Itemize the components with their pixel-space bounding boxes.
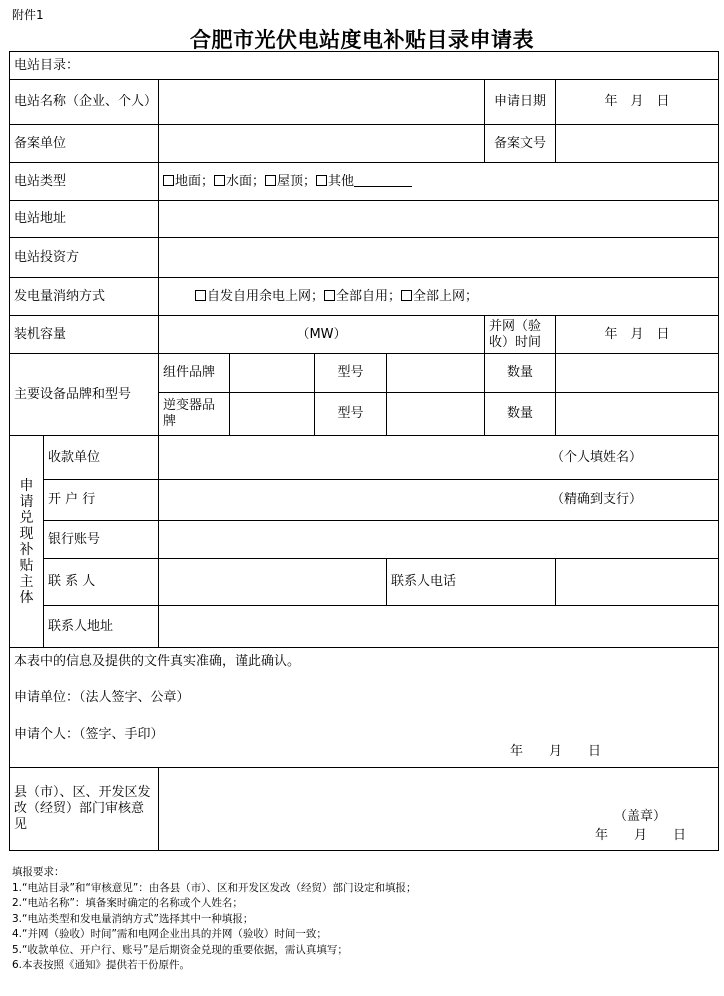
annex-label: 附件1 — [12, 8, 44, 22]
module-brand-label: 组件品牌 — [159, 354, 230, 393]
station-address-input[interactable] — [159, 201, 719, 238]
station-type-options — [159, 163, 719, 201]
filing-doc-label: 备案文号 — [485, 125, 556, 163]
checkbox-ground[interactable] — [163, 175, 174, 186]
station-address-label: 电站地址 — [10, 201, 159, 238]
option-self-use-surplus: 自发自用余电上网； — [207, 288, 325, 304]
applicant-person-sign: 申请个人：（签字、手印） — [14, 727, 164, 742]
note-item: 5.“收款单位、开户行、账号”是后期资金兑现的重要依据，需认真填写； — [12, 943, 348, 956]
payee-input[interactable]: （个人填姓名） — [159, 436, 719, 480]
station-type-label: 电站类型 — [10, 163, 159, 201]
module-model-label: 型号 — [315, 354, 387, 393]
note-item: 1.“电站目录”和“审核意见”：由各县（市）、区和开发区发改（经贸）部门设定和填报； — [12, 881, 417, 894]
option-roof: 屋顶； — [277, 173, 317, 189]
seal-label: （盖章） — [614, 809, 667, 824]
note-item: 3.“电站类型和发电量消纳方式”选择其中一种填报； — [12, 912, 254, 925]
option-other: 其他 — [328, 173, 355, 189]
review-date: 年 月 日 — [595, 828, 687, 843]
apply-date-label: 申请日期 — [485, 80, 556, 125]
consumption-label: 发电量消纳方式 — [10, 278, 159, 316]
declaration-text: 本表中的信息及提供的文件真实准确，谨此确认。 — [14, 654, 301, 669]
note-item: 2.“电站名称”：填备案时确定的名称或个人姓名； — [12, 897, 243, 909]
checkbox-self-use-surplus[interactable] — [195, 290, 206, 301]
payee-label: 收款单位 — [44, 436, 159, 480]
option-full-grid: 全部上网； — [413, 288, 479, 304]
module-quantity-label: 数量 — [485, 354, 556, 393]
contact-label: 联 系 人 — [44, 559, 159, 606]
inverter-brand-input[interactable] — [230, 393, 315, 436]
equipment-label: 主要设备品牌和型号 — [10, 354, 159, 436]
module-brand-input[interactable] — [230, 354, 315, 393]
inverter-model-label: 型号 — [315, 393, 387, 436]
option-full-self-use: 全部自用； — [336, 288, 402, 304]
declaration-cell — [10, 648, 719, 768]
option-ground: 地面； — [175, 173, 215, 189]
checkbox-full-self-use[interactable] — [324, 290, 335, 301]
application-form — [9, 51, 719, 851]
investor-label: 电站投资方 — [10, 238, 159, 278]
contact-address-input[interactable] — [159, 606, 719, 648]
review-label: 县（市）、区、开发区发改（经贸）部门审核意见 — [10, 768, 159, 851]
review-cell[interactable] — [159, 768, 719, 851]
option-water: 水面； — [226, 173, 266, 189]
module-quantity-input[interactable] — [556, 354, 719, 393]
module-model-input[interactable] — [387, 354, 485, 393]
contact-phone-input[interactable] — [556, 559, 719, 606]
filing-doc-input[interactable] — [556, 125, 719, 163]
checkbox-roof[interactable] — [265, 175, 276, 186]
inverter-quantity-input[interactable] — [556, 393, 719, 436]
contact-input[interactable] — [159, 559, 387, 606]
station-name-input[interactable] — [159, 80, 485, 125]
investor-input[interactable] — [159, 238, 719, 278]
apply-date-field[interactable]: 年 月 日 — [556, 80, 719, 125]
inverter-brand-label: 逆变器品牌 — [159, 393, 230, 436]
grid-time-field[interactable]: 年 月 日 — [556, 316, 719, 354]
note-item: 4.“并网（验收）时间”需和电网企业出具的并网（验收）时间一致； — [12, 928, 327, 940]
contact-address-label: 联系人地址 — [44, 606, 159, 648]
checkbox-water[interactable] — [214, 175, 225, 186]
bank-label: 开 户 行 — [44, 480, 159, 521]
note-item: 6.本表按照《通知》提供若干份原件。 — [12, 959, 191, 971]
contact-phone-label: 联系人电话 — [387, 559, 556, 606]
capacity-input[interactable]: （MW） — [159, 316, 485, 354]
other-blank-line[interactable] — [354, 174, 412, 187]
checkbox-full-grid[interactable] — [401, 290, 412, 301]
checkbox-other[interactable] — [316, 175, 327, 186]
notes-heading: 填报要求： — [12, 866, 65, 878]
subject-label-text: 申请兑现补贴主体 — [19, 477, 34, 606]
declaration-date: 年 月 日 — [510, 744, 602, 759]
account-input[interactable] — [159, 521, 719, 559]
filing-unit-input[interactable] — [159, 125, 485, 163]
grid-time-label: 并网（验收）时间 — [485, 316, 556, 354]
filing-unit-label: 备案单位 — [10, 125, 159, 163]
consumption-options — [159, 278, 719, 316]
form-title: 合肥市光伏电站度电补贴目录申请表 — [190, 27, 534, 52]
bank-input[interactable]: （精确到支行） — [159, 480, 719, 521]
applicant-unit-sign: 申请单位：（法人签字、公章） — [14, 690, 190, 705]
filling-notes — [12, 865, 417, 974]
capacity-label: 装机容量 — [10, 316, 159, 354]
inverter-quantity-label: 数量 — [485, 393, 556, 436]
account-label: 银行账号 — [44, 521, 159, 559]
station-name-label: 电站名称（企业、个人） — [10, 80, 159, 125]
catalog-label: 电站目录： — [10, 52, 719, 80]
inverter-model-input[interactable] — [387, 393, 485, 436]
subject-label — [10, 436, 44, 648]
